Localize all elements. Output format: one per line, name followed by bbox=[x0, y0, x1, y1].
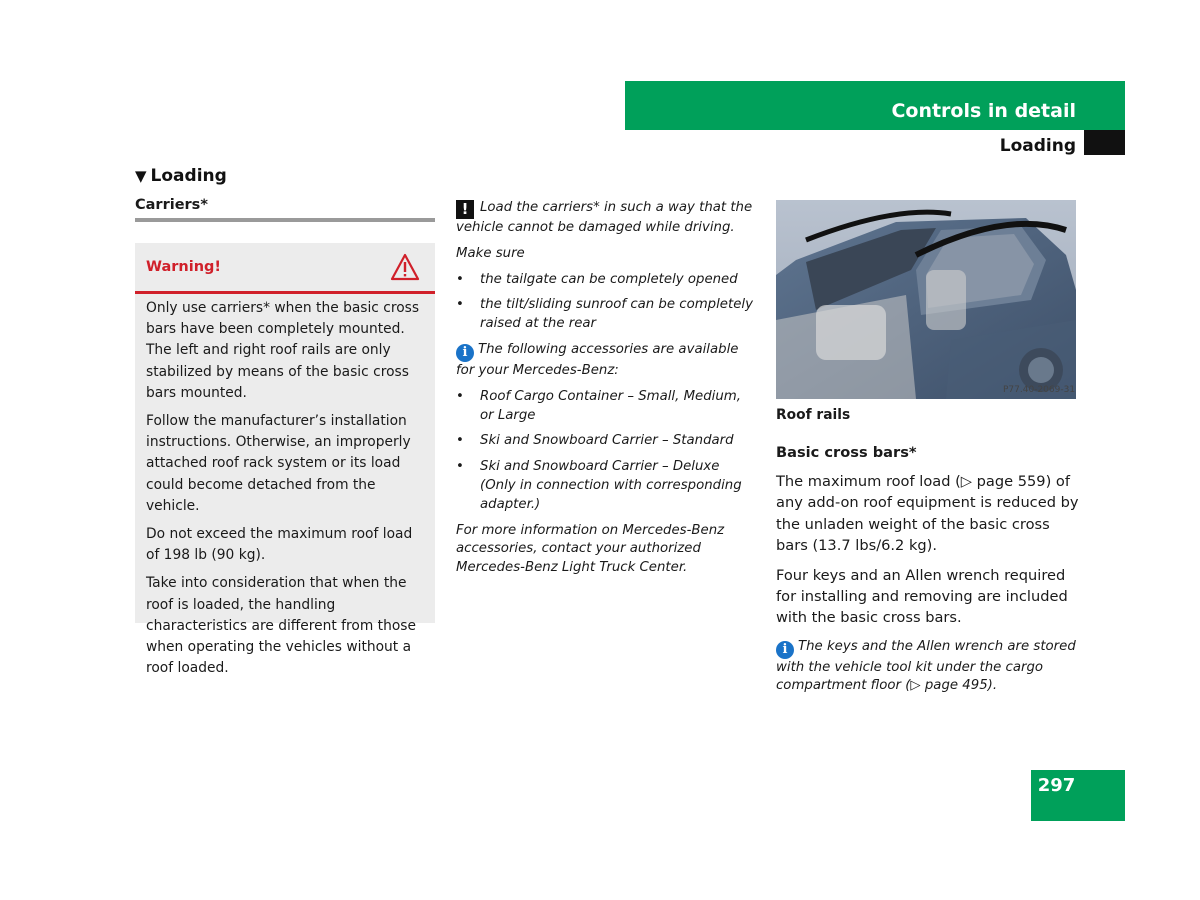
list-item: • Ski and Snowboard Carrier – Deluxe (Only in connection with corresponding adapter.) bbox=[456, 458, 756, 514]
info-icon: i bbox=[456, 344, 474, 362]
triangle-down-icon: ▼ bbox=[135, 167, 147, 185]
warning-body bbox=[146, 298, 428, 686]
photo-caption: Roof rails bbox=[776, 407, 851, 423]
warning-paragraph: Do not exceed the maximum roof load of 198 lb (90 kg). bbox=[146, 526, 413, 564]
list-item: • the tilt/sliding sunroof can be completely raised at the rear bbox=[456, 296, 756, 334]
section-title bbox=[135, 166, 227, 186]
caution-note bbox=[456, 199, 756, 238]
carriers-rule bbox=[135, 218, 435, 222]
section-header: Loading bbox=[999, 136, 1076, 156]
warning-rule bbox=[135, 291, 435, 294]
info-icon: i bbox=[776, 641, 794, 659]
info-text: The following accessories are available for your Mercedes-Benz: bbox=[456, 341, 739, 378]
info-text: The keys and the Allen wrench are stored with the vehicle tool kit under the cargo compartment floor (▷ page 495). bbox=[776, 638, 1076, 694]
list-item: • Roof Cargo Container – Small, Medium, or Large bbox=[456, 388, 756, 426]
section-title-text: Loading bbox=[150, 166, 227, 186]
warning-paragraph: Follow the manufacturer’s installation instructions. Otherwise, an improperly attached roof rack system or its load could become detached from the vehicle. bbox=[146, 413, 411, 514]
page-number: 297 bbox=[1037, 775, 1076, 796]
basic-cross-bars-heading: Basic cross bars* bbox=[776, 444, 917, 461]
accessories-list bbox=[456, 388, 756, 515]
carriers-heading: Carriers* bbox=[135, 197, 208, 213]
make-sure-list bbox=[456, 271, 756, 334]
make-sure-label: Make sure bbox=[456, 245, 525, 261]
more-info-text: For more information on Mercedes-Benz accessories, contact your authorized Mercedes-Benz Light Truck Center. bbox=[456, 522, 725, 576]
list-item: • the tailgate can be completely opened bbox=[456, 271, 756, 290]
chapter-title: Controls in detail bbox=[891, 100, 1076, 122]
caution-text: Load the carriers* in such a way that the vehicle cannot be damaged while driving. bbox=[456, 200, 753, 235]
exclamation-icon: ! bbox=[456, 200, 474, 219]
body-paragraph: Four keys and an Allen wrench required for installing and removing are included with the basic cross bars. bbox=[776, 567, 1068, 627]
car-illustration bbox=[776, 200, 1076, 399]
warning-paragraph: Take into consideration that when the roof is loaded, the handling characteristics are different from those when operating the vehicles without a roof loaded. bbox=[146, 575, 416, 677]
right-column bbox=[776, 442, 1081, 705]
header-marker-block bbox=[1084, 130, 1125, 155]
roof-rails-photo bbox=[776, 200, 1076, 399]
warning-triangle-icon bbox=[390, 253, 420, 281]
info-note bbox=[776, 638, 1081, 697]
list-item: • Ski and Snowboard Carrier – Standard bbox=[456, 432, 756, 451]
warning-label: Warning! bbox=[146, 259, 222, 275]
middle-column bbox=[456, 199, 756, 585]
warning-paragraph: Only use carriers* when the basic cross bars have been completely mounted. The left and right roof rails are only stabilized by means of the basic cross bars mounted. bbox=[146, 300, 420, 401]
photo-code: P77.40-2069-31 bbox=[1003, 385, 1076, 395]
info-note bbox=[456, 341, 756, 381]
body-paragraph: The maximum roof load (▷ page 559) of any add-on roof equipment is reduced by the unladen weight of the basic cross bars (13.7 lbs/6.2 kg). bbox=[776, 473, 1079, 554]
